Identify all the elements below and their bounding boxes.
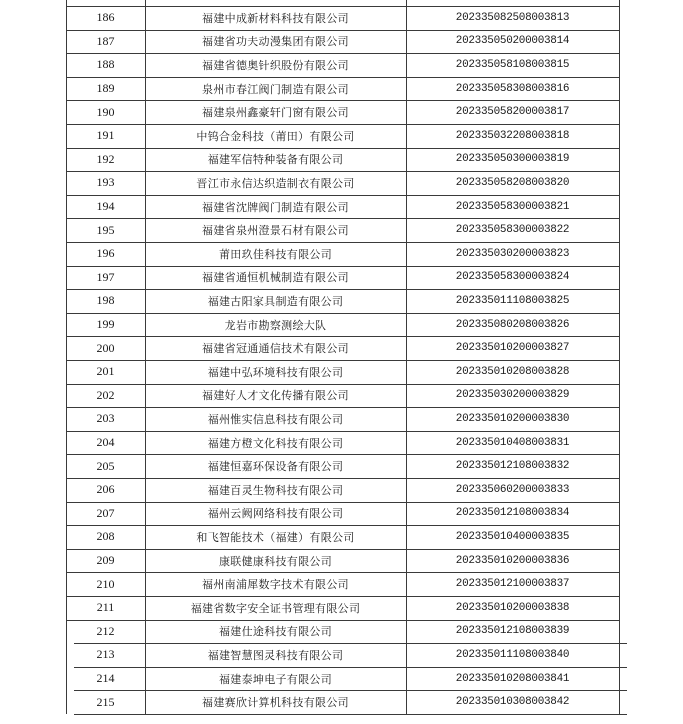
company-name: 福建省功夫动漫集团有限公司	[202, 35, 349, 49]
company-name: 泉州市春江阀门制造有限公司	[202, 82, 349, 96]
row-number: 207	[96, 505, 115, 520]
row-divider	[66, 336, 619, 337]
row-divider	[66, 124, 619, 125]
table-row	[66, 667, 619, 691]
company-name: 福建省沈牌阀门制造有限公司	[202, 200, 349, 214]
record-code: 202335058300003821	[455, 200, 570, 213]
record-code: 202335058300003822	[455, 224, 570, 237]
row-divider	[74, 690, 627, 691]
column-divider	[66, 0, 67, 714]
table-row	[66, 596, 619, 620]
table-row	[66, 478, 619, 502]
table-row	[66, 313, 619, 337]
row-number: 194	[96, 199, 115, 214]
row-divider	[66, 218, 619, 219]
row-number: 209	[96, 553, 115, 568]
row-number: 211	[96, 600, 115, 615]
table-row	[66, 431, 619, 455]
row-number: 206	[96, 482, 115, 497]
table-row	[66, 266, 619, 290]
row-number: 199	[96, 317, 115, 332]
record-code: 202335058200003817	[455, 106, 570, 119]
company-name: 福建好人才文化传播有限公司	[202, 389, 349, 403]
record-code: 202335058308003816	[455, 82, 570, 95]
row-number: 208	[96, 529, 115, 544]
row-divider	[66, 266, 619, 267]
row-divider	[66, 242, 619, 243]
record-code: 202335030200003829	[455, 389, 570, 402]
company-name: 福建智慧图灵科技有限公司	[207, 648, 344, 662]
company-name: 福建赛欣计算机科技有限公司	[202, 696, 349, 710]
row-number: 196	[96, 246, 115, 261]
row-number: 189	[96, 81, 115, 96]
record-code: 202335058208003820	[455, 176, 570, 189]
company-name: 莆田玖佳科技有限公司	[219, 247, 332, 261]
row-number: 204	[96, 435, 115, 450]
column-divider	[145, 0, 146, 714]
row-divider	[66, 100, 619, 101]
row-divider	[66, 6, 619, 7]
row-divider	[66, 195, 619, 196]
record-code: 202335010200003827	[455, 342, 570, 355]
record-code: 202335010408003831	[455, 436, 570, 449]
company-name: 福建军信特种装备有限公司	[207, 153, 344, 167]
row-number: 210	[96, 576, 115, 591]
record-code: 202335060200003833	[455, 483, 570, 496]
record-code: 202335010400003835	[455, 530, 570, 543]
table-row	[66, 195, 619, 219]
row-number: 215	[96, 694, 115, 709]
company-name: 福州南浦犀数字技术有限公司	[202, 578, 349, 592]
row-divider	[66, 30, 619, 31]
row-divider	[66, 360, 619, 361]
table-row	[66, 454, 619, 478]
table-row	[66, 407, 619, 431]
row-divider	[66, 478, 619, 479]
table-row	[66, 6, 619, 30]
company-name: 福建省数字安全证书管理有限公司	[190, 601, 361, 615]
row-number: 190	[96, 104, 115, 119]
record-code: 202335030200003823	[455, 247, 570, 260]
row-divider	[66, 384, 619, 385]
record-code: 202335012108003839	[455, 625, 570, 638]
row-number: 214	[96, 671, 115, 686]
company-name: 福建省泉州澄景石材有限公司	[202, 224, 349, 238]
record-code: 202335010200003838	[455, 601, 570, 614]
company-name: 福州云阙网络科技有限公司	[207, 507, 344, 521]
column-divider	[406, 0, 407, 714]
row-number: 202	[96, 387, 115, 402]
company-name: 福建仕途科技有限公司	[219, 625, 332, 639]
company-name: 龙岩市勘察测绘大队	[224, 318, 327, 332]
row-divider	[66, 431, 619, 432]
company-name: 康联健康科技有限公司	[219, 554, 332, 568]
row-divider	[66, 454, 619, 455]
row-number: 200	[96, 340, 115, 355]
record-code: 202335010208003828	[455, 365, 570, 378]
row-number: 203	[96, 411, 115, 426]
record-code: 202335012100003837	[455, 578, 570, 591]
company-name: 福建省冠通通信技术有限公司	[202, 342, 349, 356]
row-divider	[66, 502, 619, 503]
company-name: 福建省德奥针织股份有限公司	[202, 58, 349, 72]
row-divider	[66, 525, 619, 526]
table-row	[66, 289, 619, 313]
table-row	[66, 218, 619, 242]
record-code: 202335082508003813	[455, 11, 570, 24]
record-code: 202335011108003840	[455, 648, 570, 661]
table-row	[66, 360, 619, 384]
row-number: 192	[96, 151, 115, 166]
table-row	[66, 643, 619, 667]
row-divider	[74, 714, 627, 715]
row-number: 205	[96, 458, 115, 473]
record-code: 202335012108003834	[455, 507, 570, 520]
table-row	[66, 549, 619, 573]
record-code: 202335010200003830	[455, 412, 570, 425]
record-code: 202335012108003832	[455, 460, 570, 473]
table-row	[66, 124, 619, 148]
company-name: 福建方橙文化科技有限公司	[207, 436, 344, 450]
record-code: 202335050200003814	[455, 35, 570, 48]
row-divider	[66, 313, 619, 314]
row-divider	[66, 53, 619, 54]
row-divider	[66, 171, 619, 172]
row-number: 186	[96, 10, 115, 25]
row-divider	[66, 620, 619, 621]
row-divider	[66, 407, 619, 408]
row-divider	[74, 667, 627, 668]
row-number: 193	[96, 175, 115, 190]
row-number: 198	[96, 293, 115, 308]
record-code: 202335010200003836	[455, 554, 570, 567]
company-name: 福建古阳家具制造有限公司	[207, 294, 344, 308]
table-row	[66, 242, 619, 266]
company-name: 福州惟实信息科技有限公司	[207, 412, 344, 426]
company-name: 福建中成新材料科技有限公司	[202, 11, 349, 25]
row-number: 187	[96, 33, 115, 48]
table-row	[66, 100, 619, 124]
table-row	[66, 502, 619, 526]
record-code: 202335010208003841	[455, 672, 570, 685]
table-row	[66, 336, 619, 360]
table-row	[66, 77, 619, 101]
record-code: 202335058108003815	[455, 58, 570, 71]
row-divider	[66, 289, 619, 290]
table-row	[66, 171, 619, 195]
row-number: 213	[96, 647, 115, 662]
row-divider	[66, 596, 619, 597]
table-row	[66, 30, 619, 54]
column-divider	[619, 0, 620, 714]
table-row	[66, 620, 619, 644]
company-name: 中钨合金科技（莆田）有限公司	[196, 129, 355, 143]
row-number: 195	[96, 222, 115, 237]
row-number: 212	[96, 623, 115, 638]
table-row	[66, 690, 619, 714]
company-name: 福建泉州鑫豪轩门窗有限公司	[202, 106, 349, 120]
table-row	[66, 384, 619, 408]
record-code: 202335058300003824	[455, 271, 570, 284]
company-name: 晋江市永信达织造制衣有限公司	[196, 176, 355, 190]
table-row	[66, 572, 619, 596]
company-name: 福建百灵生物科技有限公司	[207, 483, 344, 497]
table-row	[66, 53, 619, 77]
record-code: 202335032208003818	[455, 129, 570, 142]
company-name: 福建中弘环境科技有限公司	[207, 365, 344, 379]
company-name: 福建泰坤电子有限公司	[219, 672, 332, 686]
record-code: 202335080208003826	[455, 318, 570, 331]
row-divider	[66, 148, 619, 149]
row-number: 191	[96, 128, 115, 143]
record-code: 202335010308003842	[455, 696, 570, 709]
row-divider	[66, 572, 619, 573]
company-name: 和飞智能技术（福建）有限公司	[196, 530, 355, 544]
record-code: 202335011108003825	[455, 294, 570, 307]
row-number: 188	[96, 57, 115, 72]
table-row	[66, 525, 619, 549]
row-divider	[74, 643, 627, 644]
record-code: 202335050300003819	[455, 153, 570, 166]
company-name: 福建恒嘉环保设备有限公司	[207, 460, 344, 474]
row-number: 201	[96, 364, 115, 379]
row-divider	[66, 77, 619, 78]
table-row	[66, 148, 619, 172]
row-divider	[66, 549, 619, 550]
company-name: 福建省通恒机械制造有限公司	[202, 271, 349, 285]
row-number: 197	[96, 269, 115, 284]
